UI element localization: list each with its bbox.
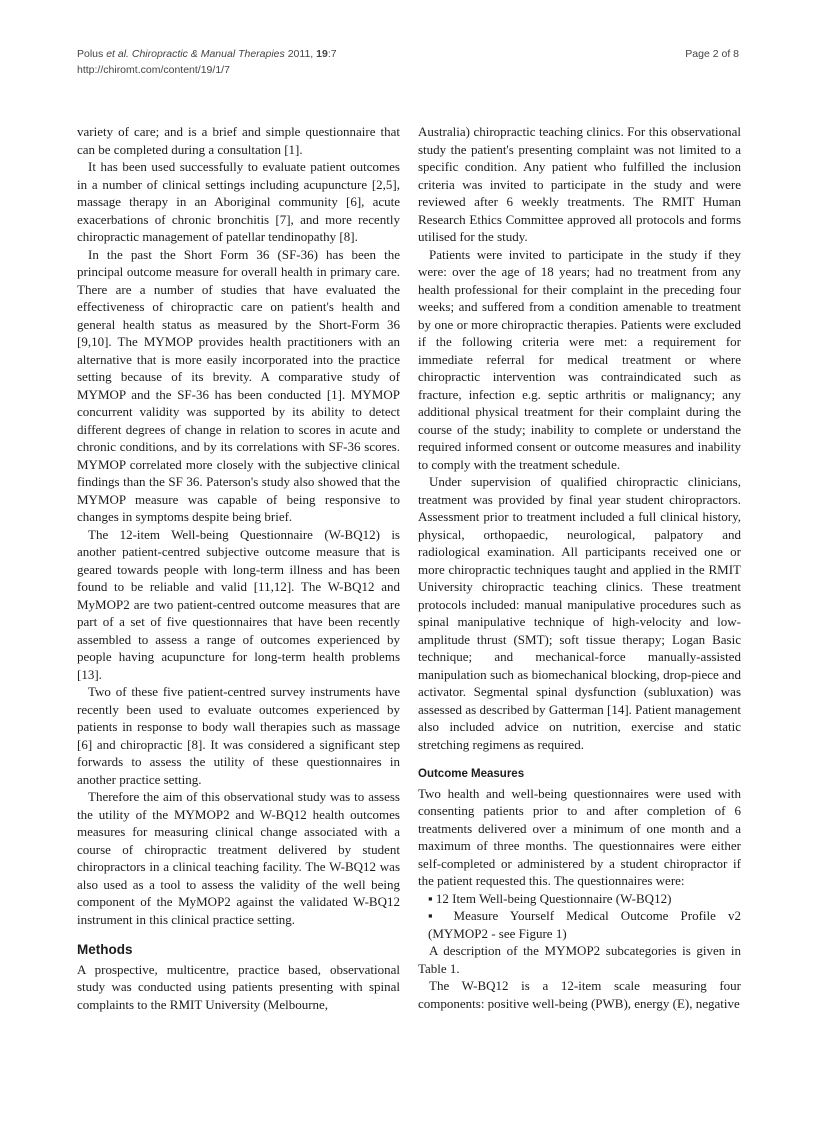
list-item: ▪ 12 Item Well-being Questionnaire (W-BQ12) [428,890,672,906]
right-column [418,123,741,1012]
paragraph: The W-BQ12 is a 12-item scale measuring four components: positive well-being (PWB), energy (E), negative [418,978,741,1011]
paragraph: A description of the MYMOP2 subcategories is given in Table 1. [418,943,741,976]
running-header-citation [77,46,537,78]
header-authors: Polus [77,48,107,60]
paragraph: The 12-item Well-being Questionnaire (W-BQ12) is another patient-centred subjective outcome measure that is geared towards people with long-term illness and has been found to be reliable and valid [11,12]. The W-BQ12 and MyMOP2 are two patient-centred outcome measures that are part of a set of five questionnaires that have been recently assembled to assess a range of outcomes experienced by people having acupuncture for long-term health problems [13]. [77,526,400,682]
paragraph: Australia) chiropractic teaching clinics. For this observational study the patient's presenting complaint was not limited to a specific condition. Any patient who fulfilled the inclusion criteria was invited to participate in the study and were reviewed after 6 weekly treatments. The RMIT Human Research Ethics Committee approved all protocols and forms utilised for the study. [418,124,741,244]
paragraph: Two health and well-being questionnaires were used with consenting patients prior to and after completion of 6 treatments delivered over a minimum of one month and a maximum of three months. The questionnaires were either self-completed or administered by a student chiropractor if the patient requested this. The questionnaires were: [418,785,741,888]
citation-line [77,46,537,62]
header-year: 2011, [284,48,317,60]
header-volume: 19 [316,48,328,60]
outcome-measures-heading: Outcome Measures [418,768,525,780]
paragraph: Therefore the aim of this observational study was to assess the utility of the MYMOP2 and W-BQ12 health outcomes measures for measuring clinical change associated with a course of chiropractic treatment delivered by student chiropractors in a clinical teaching facility. The W-BQ12 was also used as a tool to assess the validity of the well being component of the MyMOP2 against the validated W-BQ12 instrument in this clinical practice setting. [77,789,400,927]
methods-heading: Methods [77,942,133,957]
paragraph: Under supervision of qualified chiropractic clinicians, treatment was provided by final year student chiropractors. Assessment prior to treatment included a full clinical history, physical, orthopaedic, neurological, palpatory and radiological examination. All participants received one or more chiropractic techniques taught and applied in the RMIT University chiropractic teaching clinics. These treatment protocols included: manual manipulative procedures such as spinal manipulative technique of high-velocity and low-amplitude thrust (SMT); soft tissue therapy; Logan Basic technique; and mechanical-force manually-assisted manipulation such as biomechanical blocking, drop-piece and activator. Segmental spinal dysfunction (subluxation) was assessed as described by Gatterman [14]. Patient management also included advice on nutrition, exercise and static stretching regimens as required. [418,474,741,752]
list-item: ▪ Measure Yourself Medical Outcome Profile v2 (MYMOP2 - see Figure 1) [428,908,741,941]
paragraph: In the past the Short Form 36 (SF-36) has been the principal outcome measure for overall health in primary care. There are a number of studies that have evaluated the effectiveness of chiropractic care on patient's health and general health status as measured by the Short-Form 36 [9,10]. The MYMOP provides health practitioners with an alternative that is more easily incorporated into the practice setting because of its brevity. A comparative study of MYMOP and the SF-36 has been conducted [1]. MYMOP concurrent validity was supported by its ability to detect different degrees of change in relation to scores in acute and chronic conditions, and by its correlations with SF-36 scores. MYMOP correlated more closely with the subjective clinical findings than the SF 36. Paterson's study also showed that the MYMOP measure was capable of being responsive to changes in symptoms despite being brief. [77,246,400,524]
paragraph: It has been used successfully to evaluate patient outcomes in a number of clinical settings including acupuncture [2,5], massage therapy in an Aboriginal community [6], acute exacerbations of chronic bronchitis [7], and more recently chiropractic management of patellar tendinopathy [8]. [77,159,400,244]
header-journal: Chiropractic & Manual Therapies [128,48,285,60]
paragraph: A prospective, multicentre, practice based, observational study was conducted using patients presenting with spinal complaints to the RMIT University (Melbourne, [77,961,400,1012]
header-etal: et al. [106,48,129,60]
paragraph: variety of care; and is a brief and simple questionnaire that can be completed during a consultation [1]. [77,124,400,157]
header-issue: :7 [327,48,337,60]
paragraph: Two of these five patient-centred survey instruments have recently been used to evaluate outcomes experienced by patients in response to body wall therapies such as massage [6] and chiropractic [8]. It was considered a significant step forwards to assess the utility of these questionnaires in another practice setting. [77,684,400,787]
paragraph: Patients were invited to participate in the study if they were: over the age of 18 years; had no treatment from any health professional for their complaint in the preceding four weeks; and suffered from a condition amenable to treatment by one or more chiropractic therapies. Patients were excluded if the following criteria were met: a requirement for immediate referral for medical treatment or where chiropractic intervention was contraindicated such as fracture, infection e.g. septic arthritis or malignancy; any additional physical treatment for their complaint during the course of the study; inability to complete or understand the required informed consent or outcome measures and inability to comply with the treatment schedule. [418,246,741,472]
page-number: Page 2 of 8 [685,48,739,60]
left-column [77,123,400,1013]
header-url[interactable]: http://chiromt.com/content/19/1/7 [77,64,230,76]
